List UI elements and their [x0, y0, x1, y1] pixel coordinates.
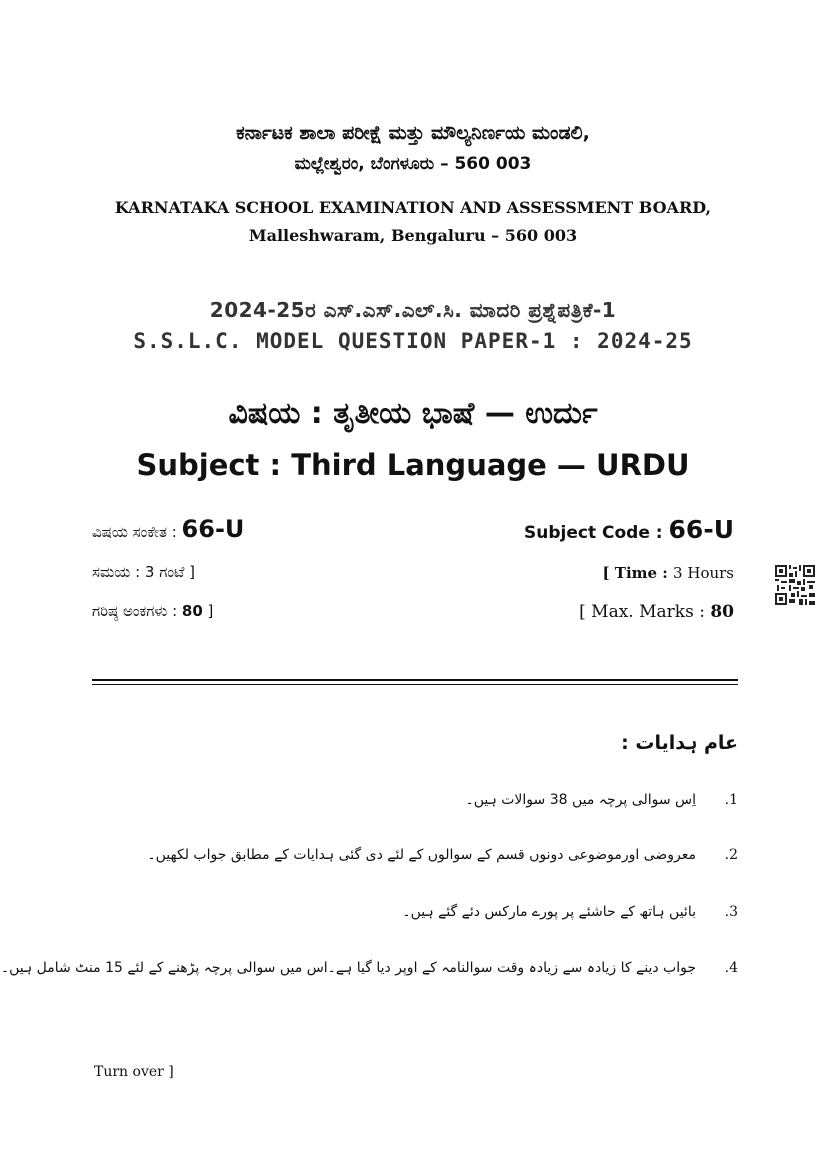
- instruction-number: .4: [724, 960, 738, 976]
- max-marks-english: [579, 602, 734, 622]
- time-kannada: [92, 563, 195, 581]
- instruction-item: [147, 847, 738, 863]
- instructions-heading: عام ہدایات :: [621, 732, 738, 754]
- subject-code-kannada-value: 66-U: [181, 515, 245, 543]
- subject-code-kannada: [92, 515, 244, 543]
- time-kannada-label: ಸಮಯ :: [92, 563, 145, 581]
- max-marks-kannada-label: ಗರಿಷ್ಠ ಅಂಕಗಳು :: [92, 602, 182, 620]
- subject-code-english: [524, 515, 734, 544]
- instruction-text: بائیں ہاتھ کے حاشئے پر پورے مارکس دئے گئے ہیں۔: [402, 904, 696, 920]
- instruction-item: [466, 792, 738, 808]
- max-marks-kannada-value: 80: [181, 602, 203, 620]
- instruction-text: اِس سوالی پرچہ میں 38 سوالات ہیں۔: [465, 792, 696, 808]
- subject-title-english: Subject : Third Language — URDU: [136, 448, 690, 482]
- subject-code-kannada-label: ವಿಷಯ ಸಂಕೇತ :: [92, 523, 177, 541]
- instruction-text: معروضی اورموضوعی دونوں قسم کے سوالوں کے لئے دی گئی ہدایات کے مطابق جواب لکھیں۔: [147, 847, 696, 863]
- board-address-english: Malleshwaram, Bengaluru – 560 003: [248, 226, 578, 245]
- divider-thick: [92, 679, 738, 681]
- board-address-kannada: ಮಲ್ಲೇಶ್ವರಂ, ಬೆಂಗಳೂರು – 560 003: [294, 154, 532, 174]
- instruction-item: [1, 960, 738, 976]
- instruction-number: .1: [724, 792, 738, 808]
- board-name-english: KARNATAKA SCHOOL EXAMINATION AND ASSESSMENT BOARD,: [114, 198, 712, 217]
- instruction-item: [402, 904, 738, 920]
- turn-over-label: Turn over ]: [94, 1064, 174, 1080]
- max-marks-kannada: [92, 602, 213, 620]
- time-english: [602, 564, 734, 582]
- subject-code-english-label: Subject Code :: [524, 523, 663, 543]
- paper-title-kannada: 2024-25ರ ಎಸ್.ಎಸ್.ಎಲ್.ಸಿ. ಮಾದರಿ ಪ್ರಶ್ನೆಪತ್ರಿಕೆ-1: [209, 298, 617, 322]
- time-english-label: [ Time :: [602, 564, 674, 582]
- subject-code-english-value: 66-U: [668, 515, 734, 544]
- time-english-value: 3 Hours: [673, 564, 734, 582]
- instruction-number: .3: [724, 904, 738, 920]
- paper-title-english: S.S.L.C. MODEL QUESTION PAPER-1 : 2024-25: [133, 329, 693, 353]
- qr-code-icon: [775, 565, 815, 605]
- instruction-text: جواب دینے کا زیادہ سے زیادہ وقت سوالنامہ کے اوپر دیا گیا ہے۔اس میں سوالی پرچہ پڑھنے کے لئے 15 منٹ شامل ہیں۔: [0, 960, 696, 976]
- max-marks-english-value: 80: [710, 602, 734, 622]
- max-marks-english-label: [ Max. Marks :: [579, 602, 711, 622]
- max-marks-kannada-suffix: ]: [202, 602, 214, 620]
- divider-thin: [92, 684, 738, 685]
- board-name-kannada: ಕರ್ನಾಟಕ ಶಾಲಾ ಪರೀಕ್ಷೆ ಮತ್ತು ಮೌಲ್ಯನಿರ್ಣಯ ಮಂಡಲಿ,: [236, 122, 590, 144]
- instruction-number: .2: [724, 847, 738, 863]
- time-kannada-value: 3 ಗಂಟೆ ]: [144, 563, 196, 581]
- subject-title-kannada: ವಿಷಯ : ತೃತೀಯ ಭಾಷೆ — ಉರ್ದು: [228, 396, 598, 431]
